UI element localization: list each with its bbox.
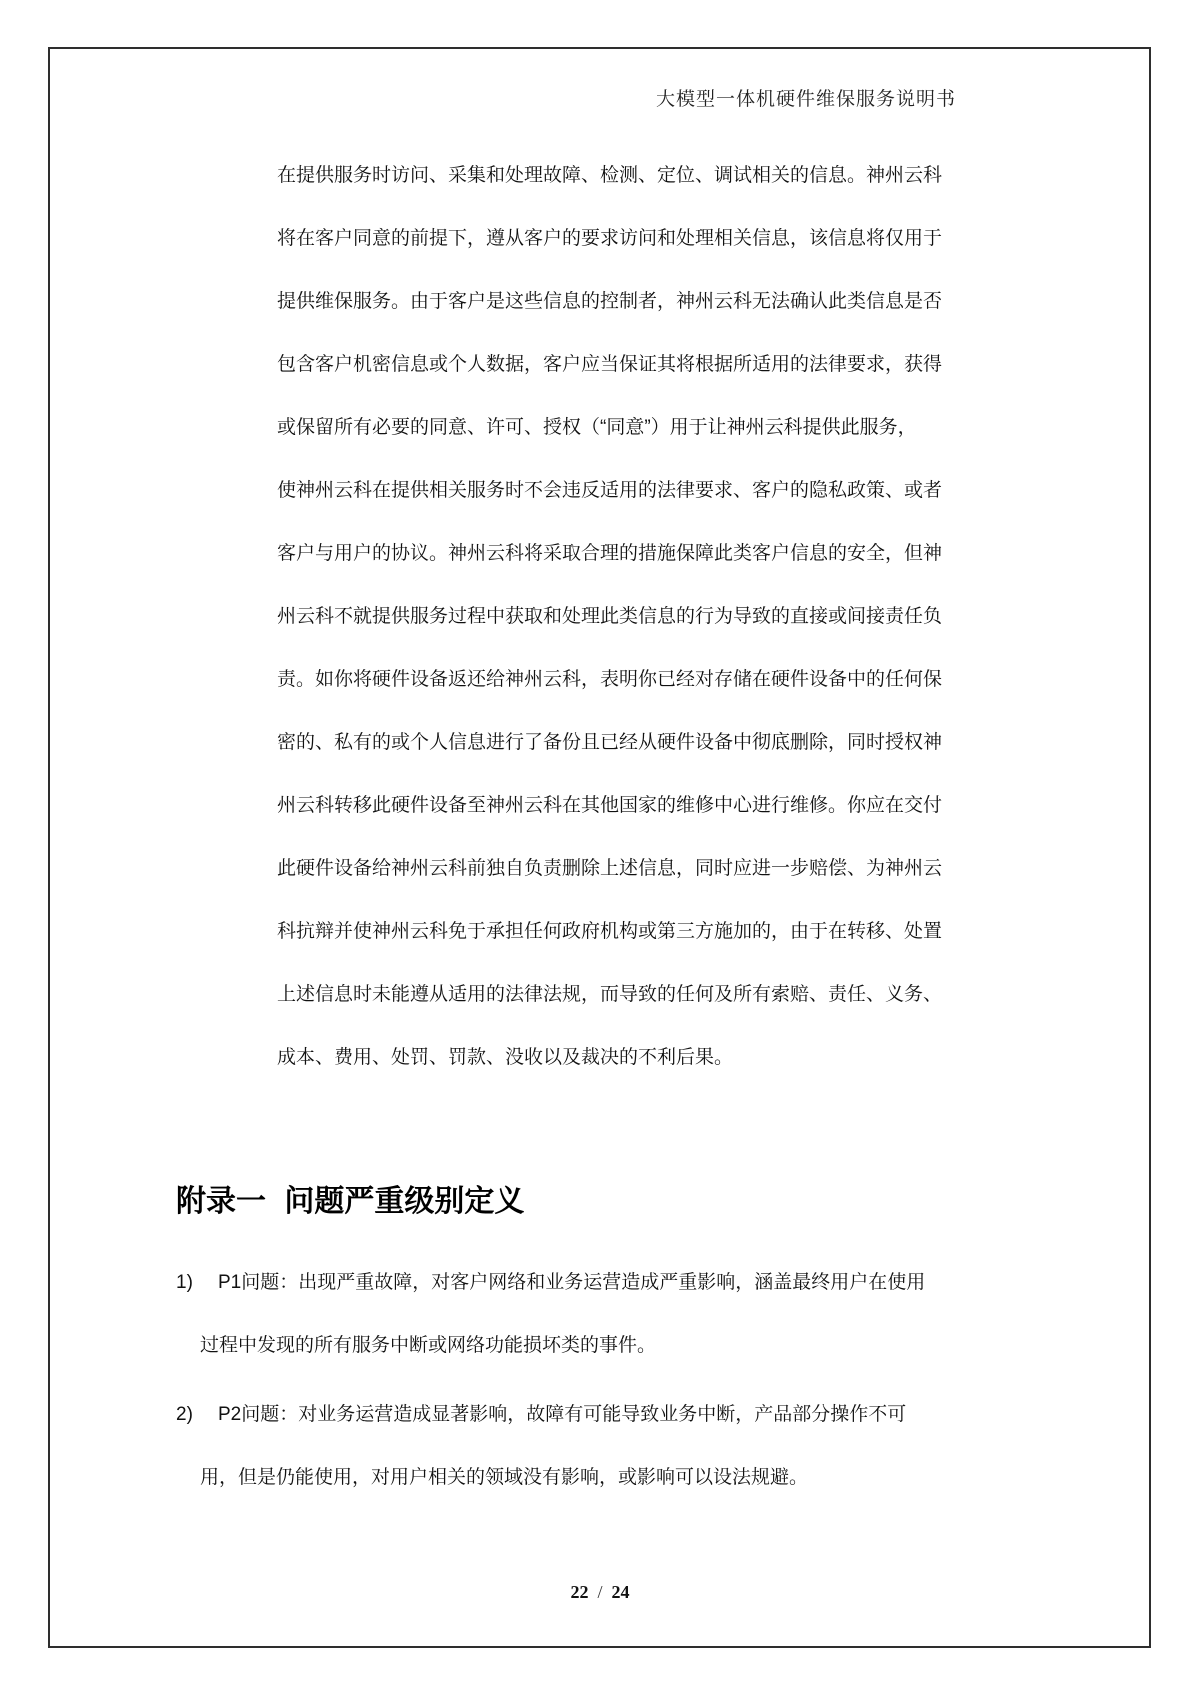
list-item-line: 过程中发现的所有服务中断或网络功能损坏类的事件。 [200,1335,657,1356]
list-item-line: 用，但是仍能使用，对用户相关的领域没有影响，或影响可以设法规避。 [200,1467,809,1488]
paragraph-line: 客户与用户的协议。神州云科将采取合理的措施保障此类客户信息的安全，但神 [277,543,943,564]
paragraph-line: 提供维保服务。由于客户是这些信息的控制者，神州云科无法确认此类信息是否 [277,291,943,312]
paragraph-line: 此硬件设备给神州云科前独自负责删除上述信息，同时应进一步赔偿、为神州云 [277,858,943,879]
page-header-title: 大模型一体机硬件维保服务说明书 [655,89,956,110]
paragraph-line: 州云科不就提供服务过程中获取和处理此类信息的行为导致的直接或间接责任负 [277,606,943,627]
list-item-line: P1问题：出现严重故障，对客户网络和业务运营造成严重影响，涵盖最终用户在使用 [218,1272,926,1293]
paragraph-line: 上述信息时未能遵从适用的法律法规，而导致的任何及所有索赔、责任、义务、 [277,984,943,1005]
paragraph-line: 州云科转移此硬件设备至神州云科在其他国家的维修中心进行维修。你应在交付 [277,795,943,816]
list-item-line: P2问题：对业务运营造成显著影响，故障有可能导致业务中断，产品部分操作不可 [218,1404,907,1425]
paragraph-line: 责。如你将硬件设备返还给神州云科，表明你已经对存储在硬件设备中的任何保 [277,669,943,690]
page-number-total: 24 [611,1582,630,1602]
page-footer [0,1582,1200,1603]
appendix-heading: 附录一 问题严重级别定义 [176,1185,525,1218]
paragraph-line: 包含客户机密信息或个人数据，客户应当保证其将根据所适用的法律要求，获得 [277,354,943,375]
body-paragraph [277,144,942,1089]
list-item-marker: 2) [176,1404,193,1425]
paragraph-line: 使神州云科在提供相关服务时不会违反适用的法律要求、客户的隐私政策、或者 [277,480,943,501]
paragraph-line: 密的、私有的或个人信息进行了备份且已经从硬件设备中彻底删除，同时授权神 [277,732,943,753]
page-number-current: 22 [570,1582,589,1602]
paragraph-line: 将在客户同意的前提下，遵从客户的要求访问和处理相关信息，该信息将仅用于 [277,228,943,249]
paragraph-line: 在提供服务时访问、采集和处理故障、检测、定位、调试相关的信息。神州云科 [277,165,943,186]
paragraph-line: 或保留所有必要的同意、许可、授权（“同意”）用于让神州云科提供此服务， [277,417,917,438]
paragraph-line: 科抗辩并使神州云科免于承担任何政府机构或第三方施加的，由于在转移、处置 [277,921,943,942]
list-item-marker: 1) [176,1272,193,1293]
page-number-separator: / [597,1582,603,1602]
paragraph-line: 成本、费用、处罚、罚款、没收以及裁决的不利后果。 [277,1047,734,1068]
